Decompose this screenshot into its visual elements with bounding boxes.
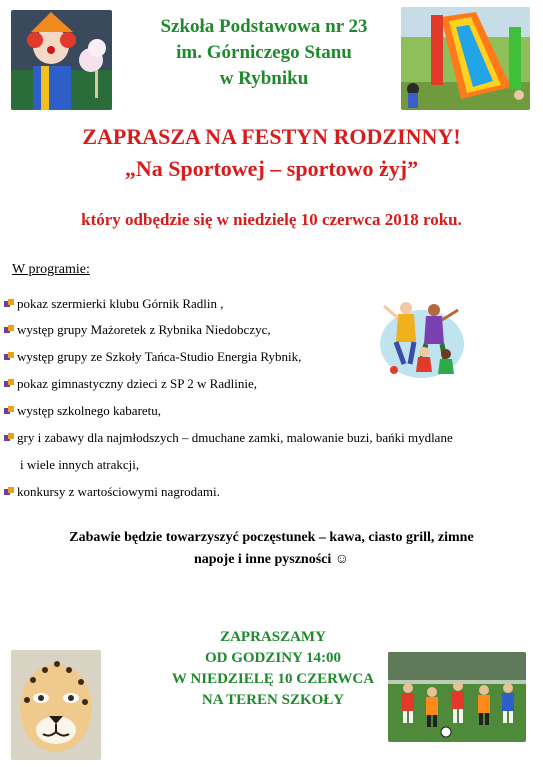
- festival-date-line: który odbędzie się w niedzielę 10 czerwca 2018 roku.: [81, 210, 462, 229]
- bullet-icon: [4, 325, 14, 335]
- closing-line: ZAPRASZAMY: [220, 629, 326, 645]
- bullet-icon: [4, 406, 14, 416]
- program-item-text: występ grupy Mażoretek z Rybnika Niedobczyc,: [17, 322, 271, 337]
- bouncy-slide-photo: [401, 7, 530, 110]
- closing-invitation: [128, 627, 418, 711]
- bullet-icon: [4, 487, 14, 497]
- bullet-icon: [4, 379, 14, 389]
- list-item: [4, 296, 224, 312]
- list-item: [20, 457, 139, 473]
- bullet-icon: [4, 299, 14, 309]
- face-paint-photo: [11, 650, 101, 760]
- refreshments-line: Zabawie będzie towarzyszyć poczęstunek – kawa, ciasto grill, zimne: [69, 530, 474, 545]
- program-item-text: i wiele innych atrakcji,: [20, 457, 140, 472]
- list-item: [4, 403, 161, 419]
- bullet-icon: [4, 352, 14, 362]
- festival-headline: ZAPRASZA NA FESTYN RODZINNY!: [82, 124, 461, 149]
- refreshments-line: napoje i inne pyszności ☺: [193, 552, 350, 567]
- closing-line: OD GODZINY 14:00: [204, 650, 342, 666]
- school-name-line: w Rybniku: [219, 68, 309, 89]
- closing-line: W NIEDZIELĘ 10 CZERWCA: [171, 671, 375, 687]
- list-item: [4, 322, 271, 338]
- closing-line: NA TEREN SZKOŁY: [201, 692, 345, 708]
- program-heading: W programie:: [12, 262, 90, 277]
- school-name-line: im. Górniczego Stanu: [176, 42, 352, 63]
- program-item-text: pokaz szermierki klubu Górnik Radlin ,: [17, 296, 224, 311]
- school-name: [118, 14, 410, 92]
- program-item-text: występ grupy ze Szkoły Tańca-Studio Energia Rybnik,: [17, 349, 302, 364]
- kids-football-photo: [388, 652, 526, 742]
- bullet-icon: [4, 433, 14, 443]
- program-item-text: konkursy z wartościowymi nagrodami.: [17, 484, 220, 499]
- program-item-text: pokaz gimnastyczny dzieci z SP 2 w Radlinie,: [17, 376, 257, 391]
- list-item: [4, 430, 453, 446]
- list-item: [4, 484, 220, 500]
- school-name-line: Szkoła Podstawowa nr 23: [160, 16, 368, 37]
- program-item-text: występ szkolnego kabaretu,: [17, 403, 162, 418]
- festival-motto: „Na Sportowej – sportowo żyj”: [124, 156, 419, 181]
- clown-photo: [11, 10, 112, 110]
- program-item-text: gry i zabawy dla najmłodszych – dmuchane zamki, malowanie buzi, bańki mydlane: [17, 430, 453, 445]
- dancing-family-clipart: [376, 294, 468, 382]
- list-item: [4, 376, 257, 392]
- list-item: [4, 349, 301, 365]
